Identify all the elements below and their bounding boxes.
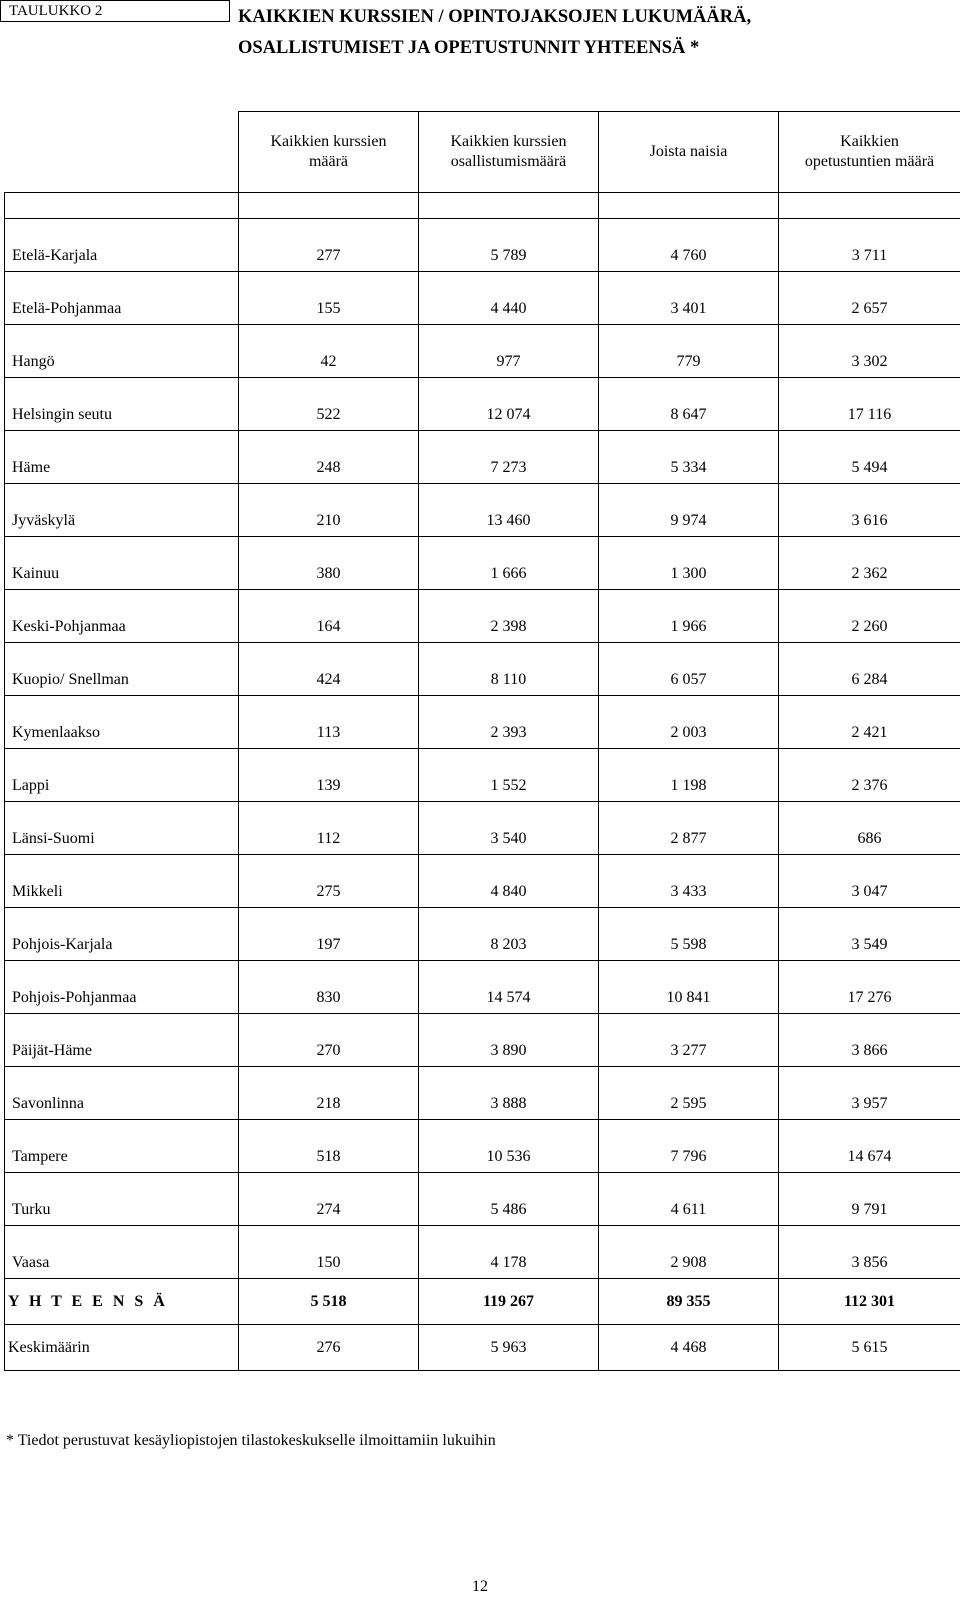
women-cell: 89 355 — [599, 1279, 779, 1325]
teaching-hours-cell: 3 711 — [779, 219, 960, 272]
region-name-cell: Etelä-Pohjanmaa — [5, 272, 239, 325]
average-row — [5, 1325, 960, 1371]
teaching-hours-cell: 2 657 — [779, 272, 960, 325]
course-count-cell: 248 — [239, 431, 419, 484]
course-count-cell: 380 — [239, 537, 419, 590]
teaching-hours-cell: 3 549 — [779, 908, 960, 961]
course-count-cell: 218 — [239, 1067, 419, 1120]
header-empty-cell — [5, 112, 239, 193]
region-name-cell: Hangö — [5, 325, 239, 378]
course-count-cell: 150 — [239, 1226, 419, 1279]
table-row — [5, 961, 960, 1014]
course-count-cell: 164 — [239, 590, 419, 643]
course-count-cell: 113 — [239, 696, 419, 749]
participants-cell: 4 440 — [419, 272, 599, 325]
women-cell: 4 468 — [599, 1325, 779, 1371]
region-name-cell: Jyväskylä — [5, 484, 239, 537]
table-row — [5, 325, 960, 378]
women-cell: 4 611 — [599, 1173, 779, 1226]
region-name-cell: Häme — [5, 431, 239, 484]
region-name-cell: Y H T E E N S Ä — [5, 1279, 239, 1325]
teaching-hours-cell: 9 791 — [779, 1173, 960, 1226]
statistics-table — [4, 111, 960, 1371]
table-row — [5, 1014, 960, 1067]
header-teaching-hours — [779, 112, 960, 193]
course-count-cell: 275 — [239, 855, 419, 908]
teaching-hours-cell: 3 957 — [779, 1067, 960, 1120]
course-count-cell: 42 — [239, 325, 419, 378]
participants-cell: 4 840 — [419, 855, 599, 908]
course-count-cell: 139 — [239, 749, 419, 802]
women-cell: 3 433 — [599, 855, 779, 908]
women-cell: 779 — [599, 325, 779, 378]
teaching-hours-cell: 3 047 — [779, 855, 960, 908]
participants-cell: 5 963 — [419, 1325, 599, 1371]
women-cell: 1 966 — [599, 590, 779, 643]
region-name-cell: Pohjois-Karjala — [5, 908, 239, 961]
footnote: * Tiedot perustuvat kesäyliopistojen tilastokeskukselle ilmoittamiin lukuihin — [6, 1432, 496, 1449]
participants-cell: 5 789 — [419, 219, 599, 272]
women-cell: 4 760 — [599, 219, 779, 272]
teaching-hours-cell: 17 116 — [779, 378, 960, 431]
women-cell: 9 974 — [599, 484, 779, 537]
region-name-cell: Kuopio/ Snellman — [5, 643, 239, 696]
region-name-cell: Etelä-Karjala — [5, 219, 239, 272]
teaching-hours-cell: 3 302 — [779, 325, 960, 378]
table-row — [5, 643, 960, 696]
table-row — [5, 1067, 960, 1120]
region-name-cell: Savonlinna — [5, 1067, 239, 1120]
header-participants — [419, 112, 599, 193]
course-count-cell: 276 — [239, 1325, 419, 1371]
participants-cell: 14 574 — [419, 961, 599, 1014]
women-cell: 2 877 — [599, 802, 779, 855]
spacer-cell — [239, 193, 419, 219]
course-count-cell: 424 — [239, 643, 419, 696]
teaching-hours-cell: 17 276 — [779, 961, 960, 1014]
table-row — [5, 696, 960, 749]
teaching-hours-cell: 3 856 — [779, 1226, 960, 1279]
header-line: Joista naisia — [649, 143, 728, 160]
participants-cell: 5 486 — [419, 1173, 599, 1226]
participants-cell: 4 178 — [419, 1226, 599, 1279]
region-name-cell: Mikkeli — [5, 855, 239, 908]
header-women — [599, 112, 779, 193]
total-row — [5, 1279, 960, 1325]
women-cell: 10 841 — [599, 961, 779, 1014]
teaching-hours-cell: 112 301 — [779, 1279, 960, 1325]
women-cell: 1 300 — [599, 537, 779, 590]
teaching-hours-cell: 14 674 — [779, 1120, 960, 1173]
header-row — [5, 112, 960, 193]
table-label: TAULUKKO 2 — [0, 0, 230, 22]
participants-cell: 2 393 — [419, 696, 599, 749]
participants-cell: 3 888 — [419, 1067, 599, 1120]
participants-cell: 1 552 — [419, 749, 599, 802]
women-cell: 5 334 — [599, 431, 779, 484]
page-number: 12 — [472, 1578, 488, 1595]
participants-cell: 10 536 — [419, 1120, 599, 1173]
course-count-cell: 210 — [239, 484, 419, 537]
course-count-cell: 112 — [239, 802, 419, 855]
women-cell: 5 598 — [599, 908, 779, 961]
region-name-cell: Vaasa — [5, 1226, 239, 1279]
header-line: Kaikkien kurssien — [270, 133, 387, 150]
table-row — [5, 749, 960, 802]
women-cell: 2 003 — [599, 696, 779, 749]
table-row — [5, 1226, 960, 1279]
course-count-cell: 277 — [239, 219, 419, 272]
region-name-cell: Turku — [5, 1173, 239, 1226]
region-name-cell: Kymenlaakso — [5, 696, 239, 749]
spacer-row — [5, 193, 960, 219]
region-name-cell: Keskimäärin — [5, 1325, 239, 1371]
teaching-hours-cell: 3 616 — [779, 484, 960, 537]
table-row — [5, 1120, 960, 1173]
region-name-cell: Pohjois-Pohjanmaa — [5, 961, 239, 1014]
participants-cell: 977 — [419, 325, 599, 378]
participants-cell: 119 267 — [419, 1279, 599, 1325]
course-count-cell: 270 — [239, 1014, 419, 1067]
women-cell: 2 908 — [599, 1226, 779, 1279]
region-name-cell: Lappi — [5, 749, 239, 802]
table-row — [5, 802, 960, 855]
women-cell: 2 595 — [599, 1067, 779, 1120]
women-cell: 3 401 — [599, 272, 779, 325]
participants-cell: 2 398 — [419, 590, 599, 643]
table-row — [5, 484, 960, 537]
course-count-cell: 518 — [239, 1120, 419, 1173]
course-count-cell: 830 — [239, 961, 419, 1014]
women-cell: 6 057 — [599, 643, 779, 696]
course-count-cell: 522 — [239, 378, 419, 431]
women-cell: 3 277 — [599, 1014, 779, 1067]
course-count-cell: 197 — [239, 908, 419, 961]
region-name-cell: Länsi-Suomi — [5, 802, 239, 855]
teaching-hours-cell: 6 284 — [779, 643, 960, 696]
region-name-cell: Päijät-Häme — [5, 1014, 239, 1067]
table-body — [5, 193, 960, 1371]
header-line: Kaikkien kurssien — [450, 133, 567, 150]
participants-cell: 8 203 — [419, 908, 599, 961]
teaching-hours-cell: 2 362 — [779, 537, 960, 590]
title-line-1: KAIKKIEN KURSSIEN / OPINTOJAKSOJEN LUKUMÄÄRÄ, — [238, 7, 752, 27]
header-course-count — [239, 112, 419, 193]
spacer-cell — [599, 193, 779, 219]
teaching-hours-cell: 3 866 — [779, 1014, 960, 1067]
region-name-cell: Helsingin seutu — [5, 378, 239, 431]
course-count-cell: 5 518 — [239, 1279, 419, 1325]
table-row — [5, 219, 960, 272]
participants-cell: 1 666 — [419, 537, 599, 590]
table-row — [5, 537, 960, 590]
women-cell: 1 198 — [599, 749, 779, 802]
participants-cell: 12 074 — [419, 378, 599, 431]
teaching-hours-cell: 686 — [779, 802, 960, 855]
teaching-hours-cell: 5 494 — [779, 431, 960, 484]
spacer-cell — [5, 193, 239, 219]
teaching-hours-cell: 2 421 — [779, 696, 960, 749]
participants-cell: 7 273 — [419, 431, 599, 484]
table-row — [5, 908, 960, 961]
course-count-cell: 274 — [239, 1173, 419, 1226]
page-title — [238, 2, 938, 64]
participants-cell: 3 890 — [419, 1014, 599, 1067]
table-row — [5, 431, 960, 484]
header-line: opetustuntien määrä — [804, 153, 935, 170]
participants-cell: 13 460 — [419, 484, 599, 537]
table-row — [5, 378, 960, 431]
region-name-cell: Keski-Pohjanmaa — [5, 590, 239, 643]
teaching-hours-cell: 5 615 — [779, 1325, 960, 1371]
table-row — [5, 855, 960, 908]
header-line: määrä — [308, 153, 349, 170]
header-line: osallistumismäärä — [450, 153, 567, 170]
title-line-2: OSALLISTUMISET JA OPETUSTUNNIT YHTEENSÄ * — [238, 38, 700, 58]
header-line: Kaikkien — [840, 133, 899, 150]
participants-cell: 3 540 — [419, 802, 599, 855]
participants-cell: 8 110 — [419, 643, 599, 696]
teaching-hours-cell: 2 376 — [779, 749, 960, 802]
table-row — [5, 590, 960, 643]
table-row — [5, 1173, 960, 1226]
course-count-cell: 155 — [239, 272, 419, 325]
spacer-cell — [779, 193, 960, 219]
table-row — [5, 272, 960, 325]
region-name-cell: Kainuu — [5, 537, 239, 590]
region-name-cell: Tampere — [5, 1120, 239, 1173]
spacer-cell — [419, 193, 599, 219]
women-cell: 7 796 — [599, 1120, 779, 1173]
women-cell: 8 647 — [599, 378, 779, 431]
teaching-hours-cell: 2 260 — [779, 590, 960, 643]
